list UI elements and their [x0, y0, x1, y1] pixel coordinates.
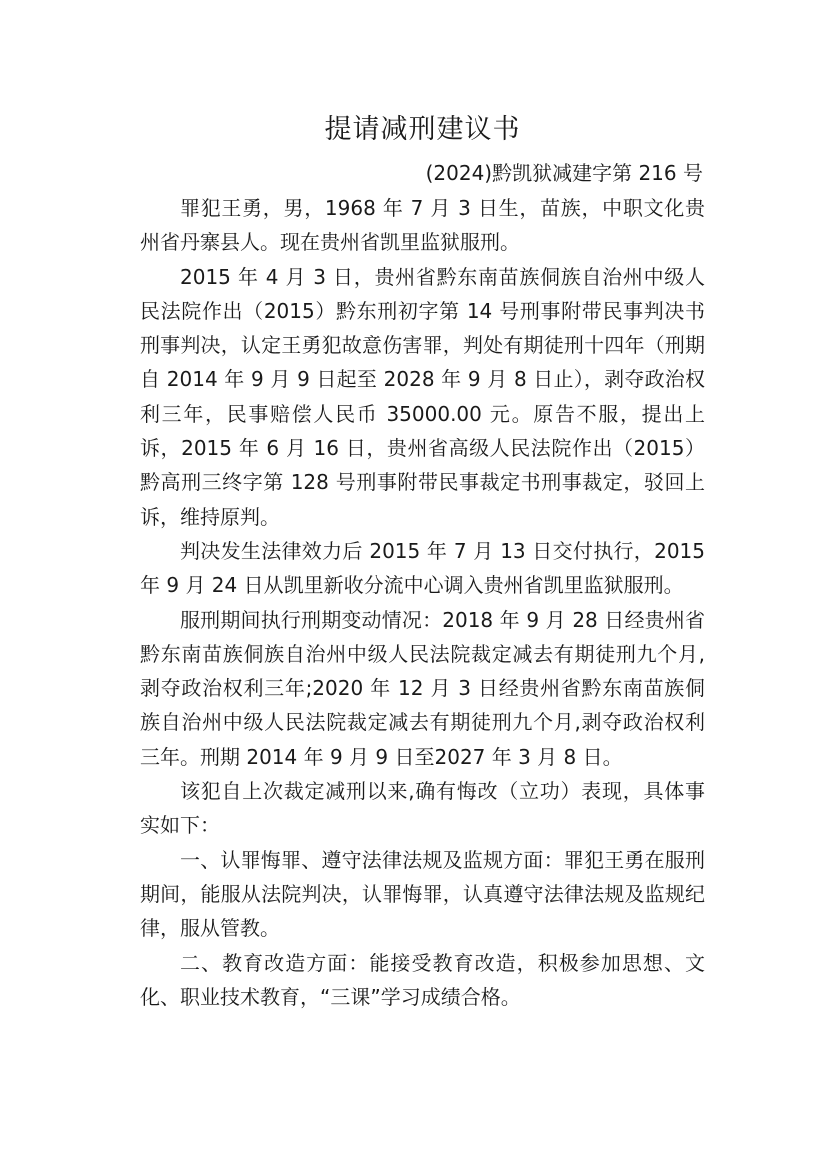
paragraph-criminal-info: 罪犯王勇，男，1968 年 7 月 3 日生，苗族，中职文化贵州省丹寨县人。现在贵州省凯里监狱服刑。 — [140, 196, 705, 255]
document-title: 提请减刑建议书 — [324, 114, 521, 145]
paragraph-education-reform: 二、教育改造方面：能接受教育改造，积极参加思想、文化、职业技术教育，“三课”学习成绩合格。 — [140, 950, 705, 1009]
document-number: (2024)黔凯狱减建字第 216 号 — [425, 161, 703, 185]
document-page — [140, 0, 705, 1014]
paragraph-sentence-changes: 服刑期间执行刑期变动情况：2018 年 9 月 28 日经贵州省黔东南苗族侗族自治州中级人民法院裁定减去有期徒刑九个月,剥夺政治权利三年;2020 年 12 月 3 日经贵州省黔东南苗族侗族自治州中级人民法院裁定减去有期徒刑九个月,剥夺政治权利三年。刑期 2014 年 9 月 9 日至2027 年 3 月 8 日。 — [140, 607, 705, 769]
paragraph-original-judgment: 2015 年 4 月 3 日，贵州省黔东南苗族侗族自治州中级人民法院作出（2015）黔东刑初字第 14 号刑事附带民事判决书刑事判决，认定王勇犯故意伤害罪，判处有期徒刑十四年（刑期自 2014 年 9 月 9 日起至 2028 年 9 月 8 日止），剥夺政治权利三年，民事赔偿人民币 35000.00 元。原告不服，提出上诉，2015 年 6 月 16 日，贵州省高级人民法院作出（2015）黔高刑三终字第 128 号刑事附带民事裁定书刑事裁定，驳回上诉，维持原判。 — [140, 264, 705, 529]
paragraph-law-compliance: 一、认罪悔罪、遵守法律法规及监规方面：罪犯王勇在服刑期间，能服从法院判决，认罪悔罪，认真遵守法律法规及监规纪律，服从管教。 — [140, 847, 705, 941]
paragraph-repentance-intro: 该犯自上次裁定减刑以来,确有悔改（立功）表现，具体事实如下： — [140, 779, 705, 838]
paragraph-execution: 判决发生法律效力后 2015 年 7 月 13 日交付执行，2015 年 9 月 24 日从凯里新收分流中心调入贵州省凯里监狱服刑。 — [140, 538, 705, 598]
document-body — [140, 191, 705, 1014]
